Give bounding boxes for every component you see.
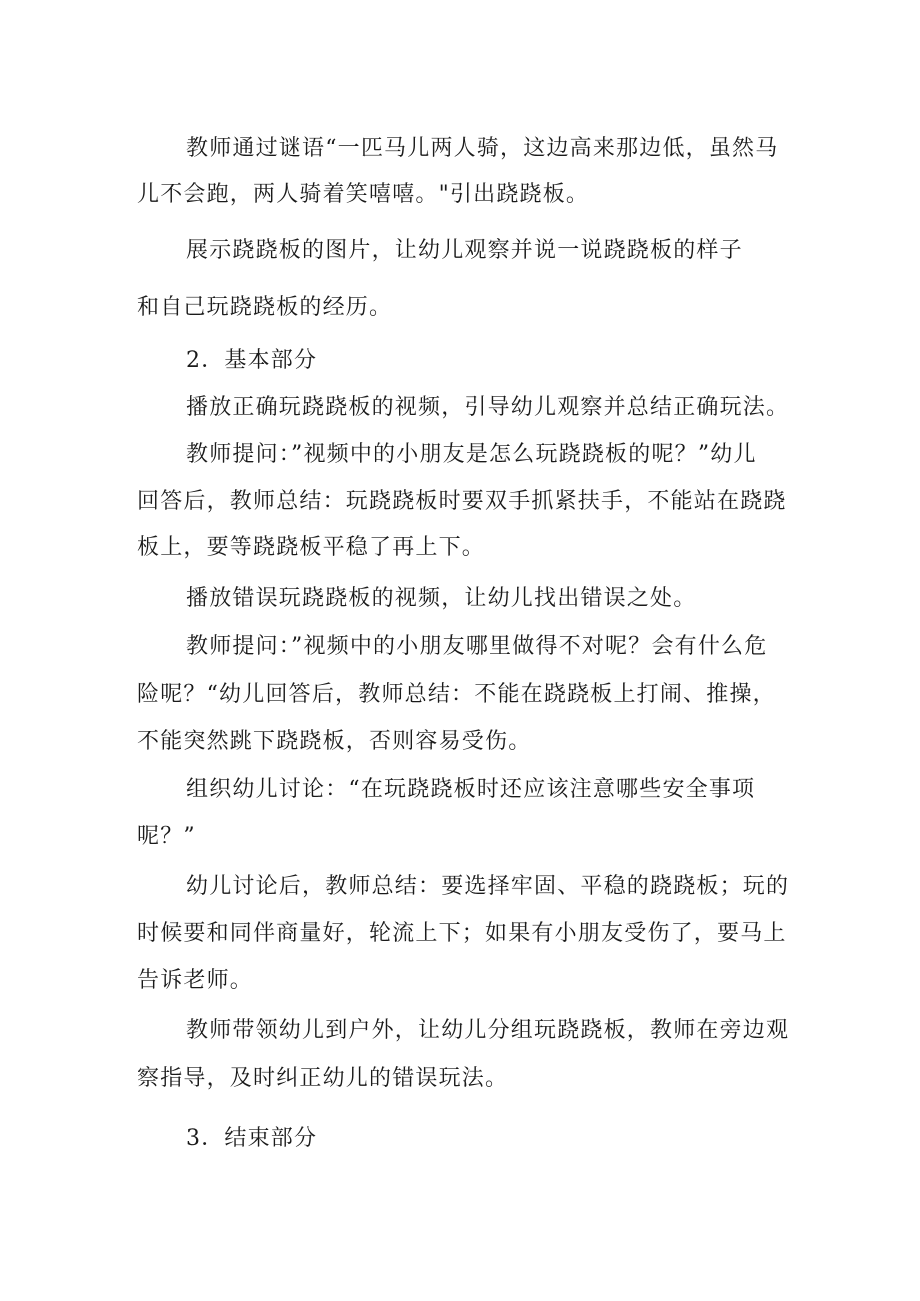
text-line: 呢？” [137, 824, 196, 849]
text-line: 板上，要等跷跷板平稳了再上下。 [137, 535, 486, 560]
text-line: 时候要和同伴商量好，轮流上下；如果有小朋友受伤了，要马上 [137, 921, 787, 946]
text-line: 察指导，及时纠正幼儿的错误玩法。 [137, 1066, 509, 1091]
text-line: 幼儿讨论后，教师总结：要选择牢固、平稳的跷跷板；玩的 [186, 874, 790, 899]
text-line: 教师通过谜语“一匹马儿两人骑，这边高来那边低，虽然马 [186, 136, 779, 161]
text-line: 回答后，教师总结：玩跷跷板时要双手抓紧扶手，不能站在跷跷 [137, 489, 787, 514]
text-line: 和自己玩跷跷板的经历。 [137, 295, 393, 320]
text-line: 儿不会跑，两人骑着笑嘻嘻。"引出跷跷板。 [137, 182, 590, 207]
text-line: 教师带领幼儿到户外，让幼儿分组玩跷跷板，教师在旁边观 [186, 1018, 790, 1043]
text-line: 播放正确玩跷跷板的视频，引导幼儿观察并总结正确玩法。 [186, 395, 790, 420]
section-heading: 3．结束部分 [186, 1126, 318, 1151]
text-line: 险呢？“幼儿回答后，教师总结：不能在跷跷板上打闹、推操， [137, 682, 776, 707]
text-line: 教师提问：”视频中的小朋友是怎么玩跷跷板的呢？”幼儿 [186, 442, 757, 467]
text-line: 不能突然跳下跷跷板，否则容易受伤。 [137, 729, 532, 754]
text-line: 教师提问：”视频中的小朋友哪里做得不对呢？会有什么危 [186, 634, 768, 659]
text-line: 展示跷跷板的图片，让幼儿观察并说一说跷跷板的样子 [186, 238, 743, 263]
text-line: 组织幼儿讨论：“在玩跷跷板时还应该注意哪些安全事项 [186, 777, 756, 802]
text-line: 播放错误玩跷跷板的视频，让幼儿找出错误之处。 [186, 586, 697, 611]
section-heading: 2．基本部分 [186, 348, 318, 373]
text-line: 告诉老师。 [137, 968, 254, 993]
